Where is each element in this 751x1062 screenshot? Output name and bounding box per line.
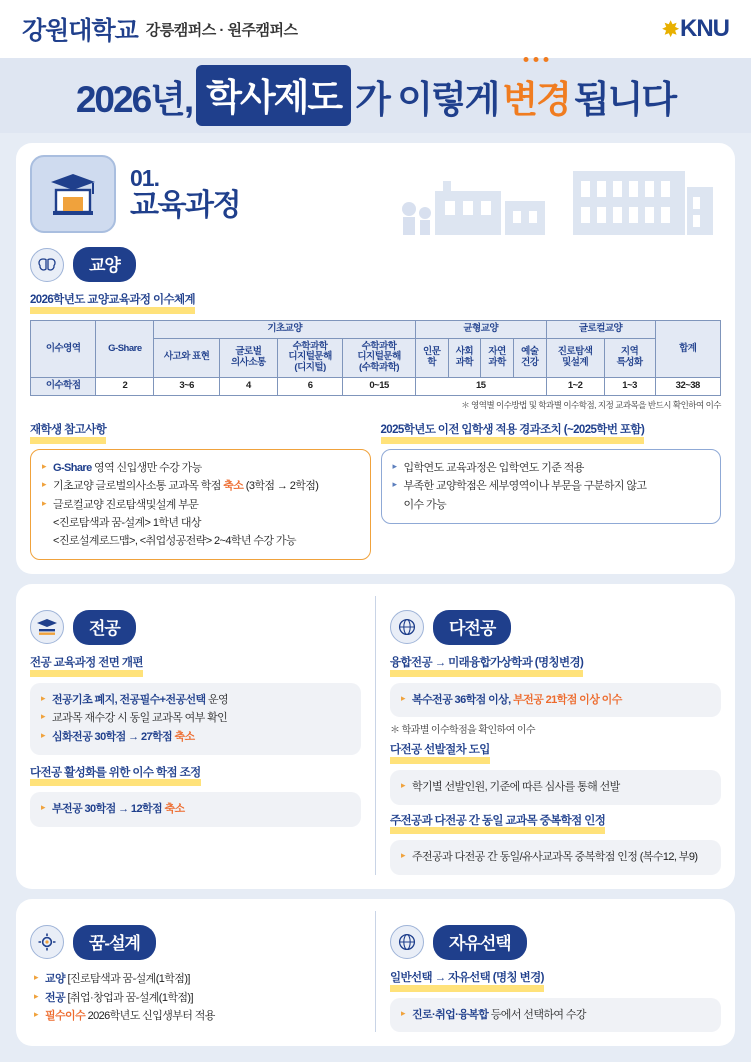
star-icon: ✸ xyxy=(662,18,678,41)
title-banner xyxy=(0,58,751,133)
multimajor-block2-box xyxy=(390,770,721,805)
list-item: ▸ 복수전공 36학점 이상, 부전공 21학점 이상 이수 xyxy=(401,691,710,710)
list-item: ▸ 전공기초 폐지, 전공필수+전공선택 운영 xyxy=(41,691,350,710)
free-block-title: 일반선택 → 자유선택 (명칭 변경) xyxy=(390,972,544,992)
th-basic: 기초교양 xyxy=(154,320,415,338)
title-part2: 가 이렇게 xyxy=(355,78,499,120)
major-column xyxy=(30,596,361,875)
table-row xyxy=(31,378,721,396)
badge-major: 전공 xyxy=(73,610,136,645)
subsection-header-multimajor xyxy=(390,610,721,645)
list-item: ▸ 교과목 재수강 시 동일 교과목 여부 확인 xyxy=(41,709,350,728)
section-card-curriculum xyxy=(16,143,735,574)
multimajor-block1-title: 융합전공 → 미래융합가상학과 (명칭변경) xyxy=(390,657,583,677)
th-area: 이수영역 xyxy=(31,320,96,378)
multimajor-column xyxy=(390,596,721,875)
note-tag-transition: 2025학년도 이전 입학생 적용 경과조치 (~2025학번 포함) xyxy=(381,421,645,444)
list-item: ▸ 주전공과 다전공 간 동일/유사교과목 중복학점 인정 (복수12, 부9) xyxy=(401,848,710,867)
td-basic-3: 0~15 xyxy=(343,378,416,396)
th-sub-1: 글로벌 의사소통 xyxy=(219,338,277,378)
knu-text: KNU xyxy=(680,15,729,42)
note-col-left xyxy=(30,420,371,560)
free-column xyxy=(390,911,721,1032)
list-item: ▸ 교양 [진로탐색과 꿈-설계(1학점)] xyxy=(34,970,357,989)
list-item: ▸ 학기별 선발인원, 기준에 따른 심사를 통해 선발 xyxy=(401,778,710,797)
campus-label: 강릉캠퍼스 · 원주캠퍼스 xyxy=(145,21,298,39)
multimajor-block1-box xyxy=(390,683,721,718)
list-item: ▸ 글로컬교양 진로탐색및설계 부문 xyxy=(42,496,359,514)
subsection-header-liberal-arts xyxy=(30,247,721,282)
section-number: 01. xyxy=(130,165,159,192)
td-glocal-1: 1~3 xyxy=(604,378,655,396)
globe-people-icon xyxy=(390,610,424,644)
subsection-header-major xyxy=(30,610,361,645)
badge-free-choice: 자유선택 xyxy=(433,925,527,960)
td-basic-0: 3~6 xyxy=(154,378,219,396)
list-item: ▸ 부족한 교양학점은 세부영역이나 부문을 구분하지 않고 xyxy=(393,477,710,495)
td-balanced-total: 15 xyxy=(415,378,546,396)
badge-multimajor: 다전공 xyxy=(433,610,511,645)
multimajor-block3-box xyxy=(390,840,721,875)
table-footnote: ＊ 영역별 이수방법 및 학과별 이수학점, 지정 교과목을 반드시 확인하여 이수 xyxy=(461,400,721,411)
table-caption: 2026학년도 교양교육과정 이수체계 xyxy=(30,294,195,314)
list-item: <진로설계로드맵>, <취업성공전략> 2~4학년 수강 가능 xyxy=(53,534,296,547)
major-block2-box xyxy=(30,792,361,827)
dream-list xyxy=(30,968,361,1028)
th-balanced: 균형교양 xyxy=(415,320,546,338)
knu-brand-logo xyxy=(662,15,729,43)
content-area xyxy=(0,133,751,1062)
note-tag-current-students: 재학생 참고사항 xyxy=(30,421,106,444)
globe-icon xyxy=(390,925,424,959)
list-item: ▸ 기초교양 글로벌의사소통 교과목 학점 축소 (3학점 → 2학점) xyxy=(42,477,359,495)
td-total: 32~38 xyxy=(655,378,720,396)
list-item: ▸ 진로·취업·융복합 등에서 선택하여 수강 xyxy=(401,1006,710,1025)
note-box-transition xyxy=(381,449,722,523)
title-part1: 2026년, xyxy=(75,78,193,120)
th-sub-6: 자연 과학 xyxy=(481,338,514,378)
major-block1-box xyxy=(30,683,361,755)
free-block-box xyxy=(390,998,721,1033)
title-orange-text: 변경 xyxy=(502,78,570,120)
dream-free-split xyxy=(30,911,721,1032)
title-part3: 됩니다 xyxy=(573,78,676,120)
section-header-01 xyxy=(30,155,721,233)
list-item: <진로탐색과 꿈-설계> 1학년 대상 xyxy=(53,516,201,529)
th-sub-3: 수학과학 디지털문해 (수학과학) xyxy=(343,338,416,378)
th-sub-8: 진로탐색 및설계 xyxy=(546,338,604,378)
badge-liberal-arts: 교양 xyxy=(73,247,136,282)
th-total: 합계 xyxy=(655,320,720,378)
td-gshare: 2 xyxy=(96,378,154,396)
td-glocal-0: 1~2 xyxy=(546,378,604,396)
th-sub-9: 지역 특성화 xyxy=(604,338,655,378)
list-item: ▸ 입학연도 교육과정은 입학연도 기준 적용 xyxy=(393,459,710,477)
list-item: ▸ 부전공 30학점 → 12학점 축소 xyxy=(41,800,350,819)
note-col-right xyxy=(381,420,722,560)
major-block2-title: 다전공 활성화를 위한 이수 학점 조정 xyxy=(30,767,201,787)
dream-column xyxy=(30,911,361,1032)
section-card-majors xyxy=(16,584,735,889)
list-item: ▸ G-Share 영역 신입생만 수강 가능 xyxy=(42,459,359,477)
emphasis-dots-icon xyxy=(524,57,549,62)
brain-icon xyxy=(30,248,64,282)
th-sub-2: 수학과학 디지털문해 (디지털) xyxy=(277,338,342,378)
section-card-dream-free xyxy=(16,899,735,1046)
page-title xyxy=(76,65,675,126)
note-box-current-students xyxy=(30,449,371,560)
th-sub-7: 예술 건강 xyxy=(513,338,546,378)
major-block1-title: 전공 교육과정 전면 개편 xyxy=(30,657,143,677)
page-header xyxy=(0,0,751,58)
majors-split xyxy=(30,596,721,875)
section-title: 교육과정 xyxy=(130,189,240,223)
multimajor-block3-title: 주전공과 다전공 간 동일 교과목 중복학점 인정 xyxy=(390,815,605,835)
td-row-label: 이수학점 xyxy=(31,378,96,396)
subsection-header-free xyxy=(390,925,721,960)
badge-dream: 꿈-설계 xyxy=(73,925,156,960)
th-sub-4: 인문 학 xyxy=(415,338,448,378)
list-item: ▸ 필수이수 2026학년도 신입생부터 적용 xyxy=(34,1007,357,1026)
th-glocal: 글로컬교양 xyxy=(546,320,655,338)
multimajor-block1-note: ＊ 학과별 이수학점을 확인하여 이수 xyxy=(390,725,535,737)
list-item: 이수 가능 xyxy=(403,498,447,511)
books-cap-icon xyxy=(30,610,64,644)
td-basic-2: 6 xyxy=(277,378,342,396)
title-orange xyxy=(502,69,569,123)
subsection-header-dream xyxy=(30,925,361,960)
title-highlight: 학사제도 xyxy=(196,65,351,126)
column-divider xyxy=(375,596,376,875)
list-item: ▸ 전공 [취업·창업과 꿈-설계(1학점)] xyxy=(34,989,357,1008)
td-basic-1: 4 xyxy=(219,378,277,396)
list-item: ▸ 심화전공 30학점 → 27학점 축소 xyxy=(41,728,350,747)
th-gshare: G-Share xyxy=(96,320,154,378)
notes-row xyxy=(30,420,721,560)
curriculum-table xyxy=(30,320,721,397)
th-sub-5: 사회 과학 xyxy=(448,338,481,378)
column-divider xyxy=(375,911,376,1032)
multimajor-block2-title: 다전공 선발절차 도입 xyxy=(390,744,490,764)
graduation-building-icon xyxy=(30,155,116,233)
gears-icon xyxy=(30,925,64,959)
th-sub-0: 사고와 표현 xyxy=(154,338,219,378)
university-logo: 강원대학교 xyxy=(22,17,138,45)
